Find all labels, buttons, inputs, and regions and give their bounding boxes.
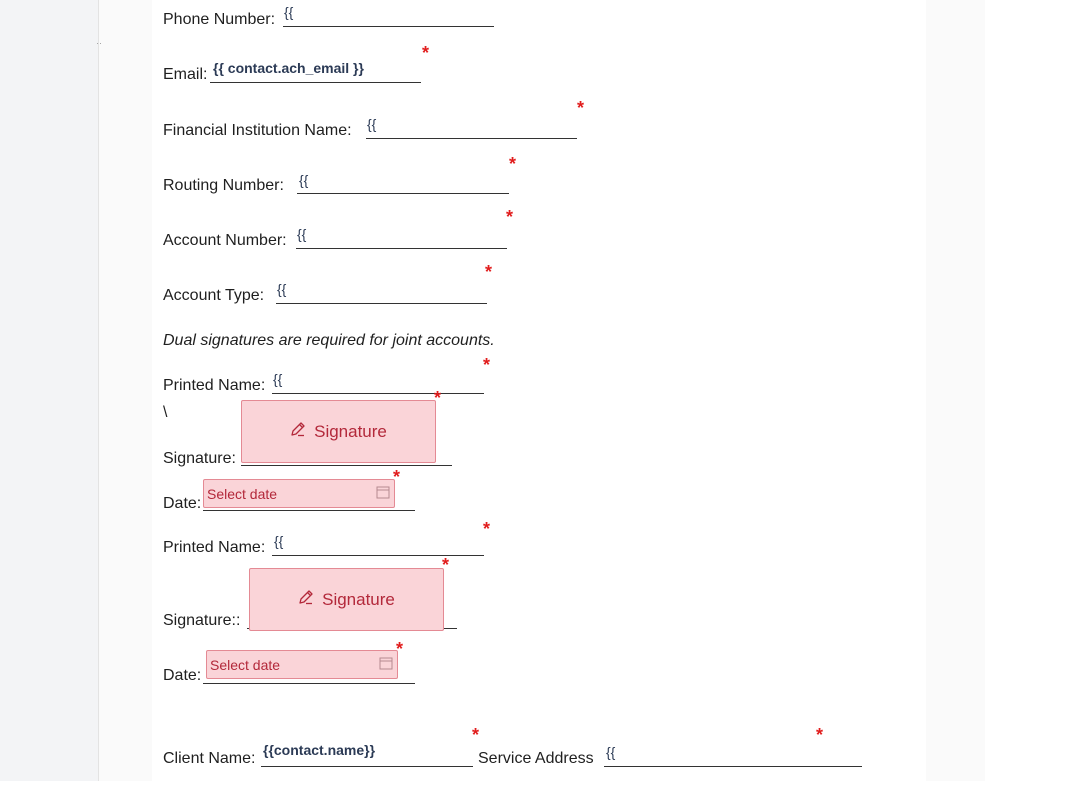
signature-1-button[interactable] (241, 400, 436, 463)
routing-field-value[interactable]: {{ (299, 172, 309, 188)
account-type-underline (276, 303, 487, 304)
date-1-underline (203, 510, 415, 511)
date-2-label: Date: (163, 667, 202, 684)
institution-label: Financial Institution Name: (163, 122, 352, 139)
calendar-icon[interactable] (379, 656, 393, 673)
drag-handle-icon: ·· (96, 38, 102, 48)
joint-accounts-note: Dual signatures are required for joint accounts. (163, 332, 495, 349)
service-address-label: Service Address (478, 750, 594, 767)
signature-1-underline (241, 465, 452, 466)
printed-name-2-label: Printed Name: (163, 539, 266, 556)
printed-name-1-label: Printed Name: (163, 377, 266, 394)
account-type-required-marker: * (485, 262, 493, 282)
signature-2-label: Signature:: (163, 612, 241, 629)
printed-name-1-required-marker: * (483, 355, 491, 375)
routing-underline (297, 193, 509, 194)
routing-required-marker: * (509, 154, 517, 174)
client-name-required-marker: * (472, 725, 480, 745)
printed-name-1-field-value[interactable]: {{ (273, 371, 283, 387)
account-number-required-marker: * (506, 207, 514, 227)
date-1-required-marker: * (393, 467, 401, 487)
service-address-underline (604, 766, 862, 767)
bottom-strip (0, 781, 1084, 803)
phone-label: Phone Number: (163, 11, 276, 28)
client-name-label: Client Name: (163, 750, 256, 767)
email-underline (210, 82, 421, 83)
email-field-value[interactable]: {{ contact.ach_email }} (213, 60, 364, 76)
calendar-icon[interactable] (376, 485, 390, 502)
date-1-placeholder: Select date (207, 486, 278, 502)
routing-label: Routing Number: (163, 177, 284, 194)
service-address-field-value[interactable]: {{ (606, 744, 616, 760)
account-number-underline (296, 248, 507, 249)
account-type-field-value[interactable]: {{ (277, 281, 287, 297)
account-type-label: Account Type: (163, 287, 265, 304)
signature-1-button-label: Signature (314, 421, 387, 441)
signature-1-required-marker: * (434, 388, 442, 408)
email-required-marker: * (422, 43, 430, 63)
date-2-picker[interactable] (206, 650, 398, 679)
printed-name-1-underline (272, 393, 484, 394)
client-name-field-value[interactable]: {{contact.name}} (263, 742, 376, 758)
signature-2-required-marker: * (442, 555, 450, 575)
institution-field-value[interactable]: {{ (367, 116, 377, 132)
phone-underline (283, 26, 494, 27)
signature-1-label: Signature: (163, 450, 236, 467)
date-2-underline (203, 683, 415, 684)
account-number-label: Account Number: (163, 232, 287, 249)
date-1-label: Date: (163, 495, 202, 512)
date-2-placeholder: Select date (210, 657, 281, 673)
signature-2-button-label: Signature (322, 589, 395, 609)
printed-name-2-field-value[interactable]: {{ (274, 533, 284, 549)
client-name-underline (261, 766, 473, 767)
date-2-required-marker: * (396, 639, 404, 659)
institution-required-marker: * (577, 98, 585, 118)
right-gutter (985, 0, 1084, 781)
signature-2-button[interactable] (249, 568, 444, 631)
printed-name-2-required-marker: * (483, 519, 491, 539)
pen-icon (298, 589, 314, 610)
email-label: Email: (163, 66, 208, 83)
printed-name-2-underline (272, 555, 484, 556)
institution-underline (366, 138, 577, 139)
date-1-picker[interactable] (203, 479, 395, 508)
service-address-required-marker: * (816, 725, 824, 745)
account-number-field-value[interactable]: {{ (297, 226, 307, 242)
pen-icon (290, 421, 306, 442)
stray-backslash: \ (163, 404, 168, 421)
phone-field-value[interactable]: {{ (284, 4, 294, 20)
